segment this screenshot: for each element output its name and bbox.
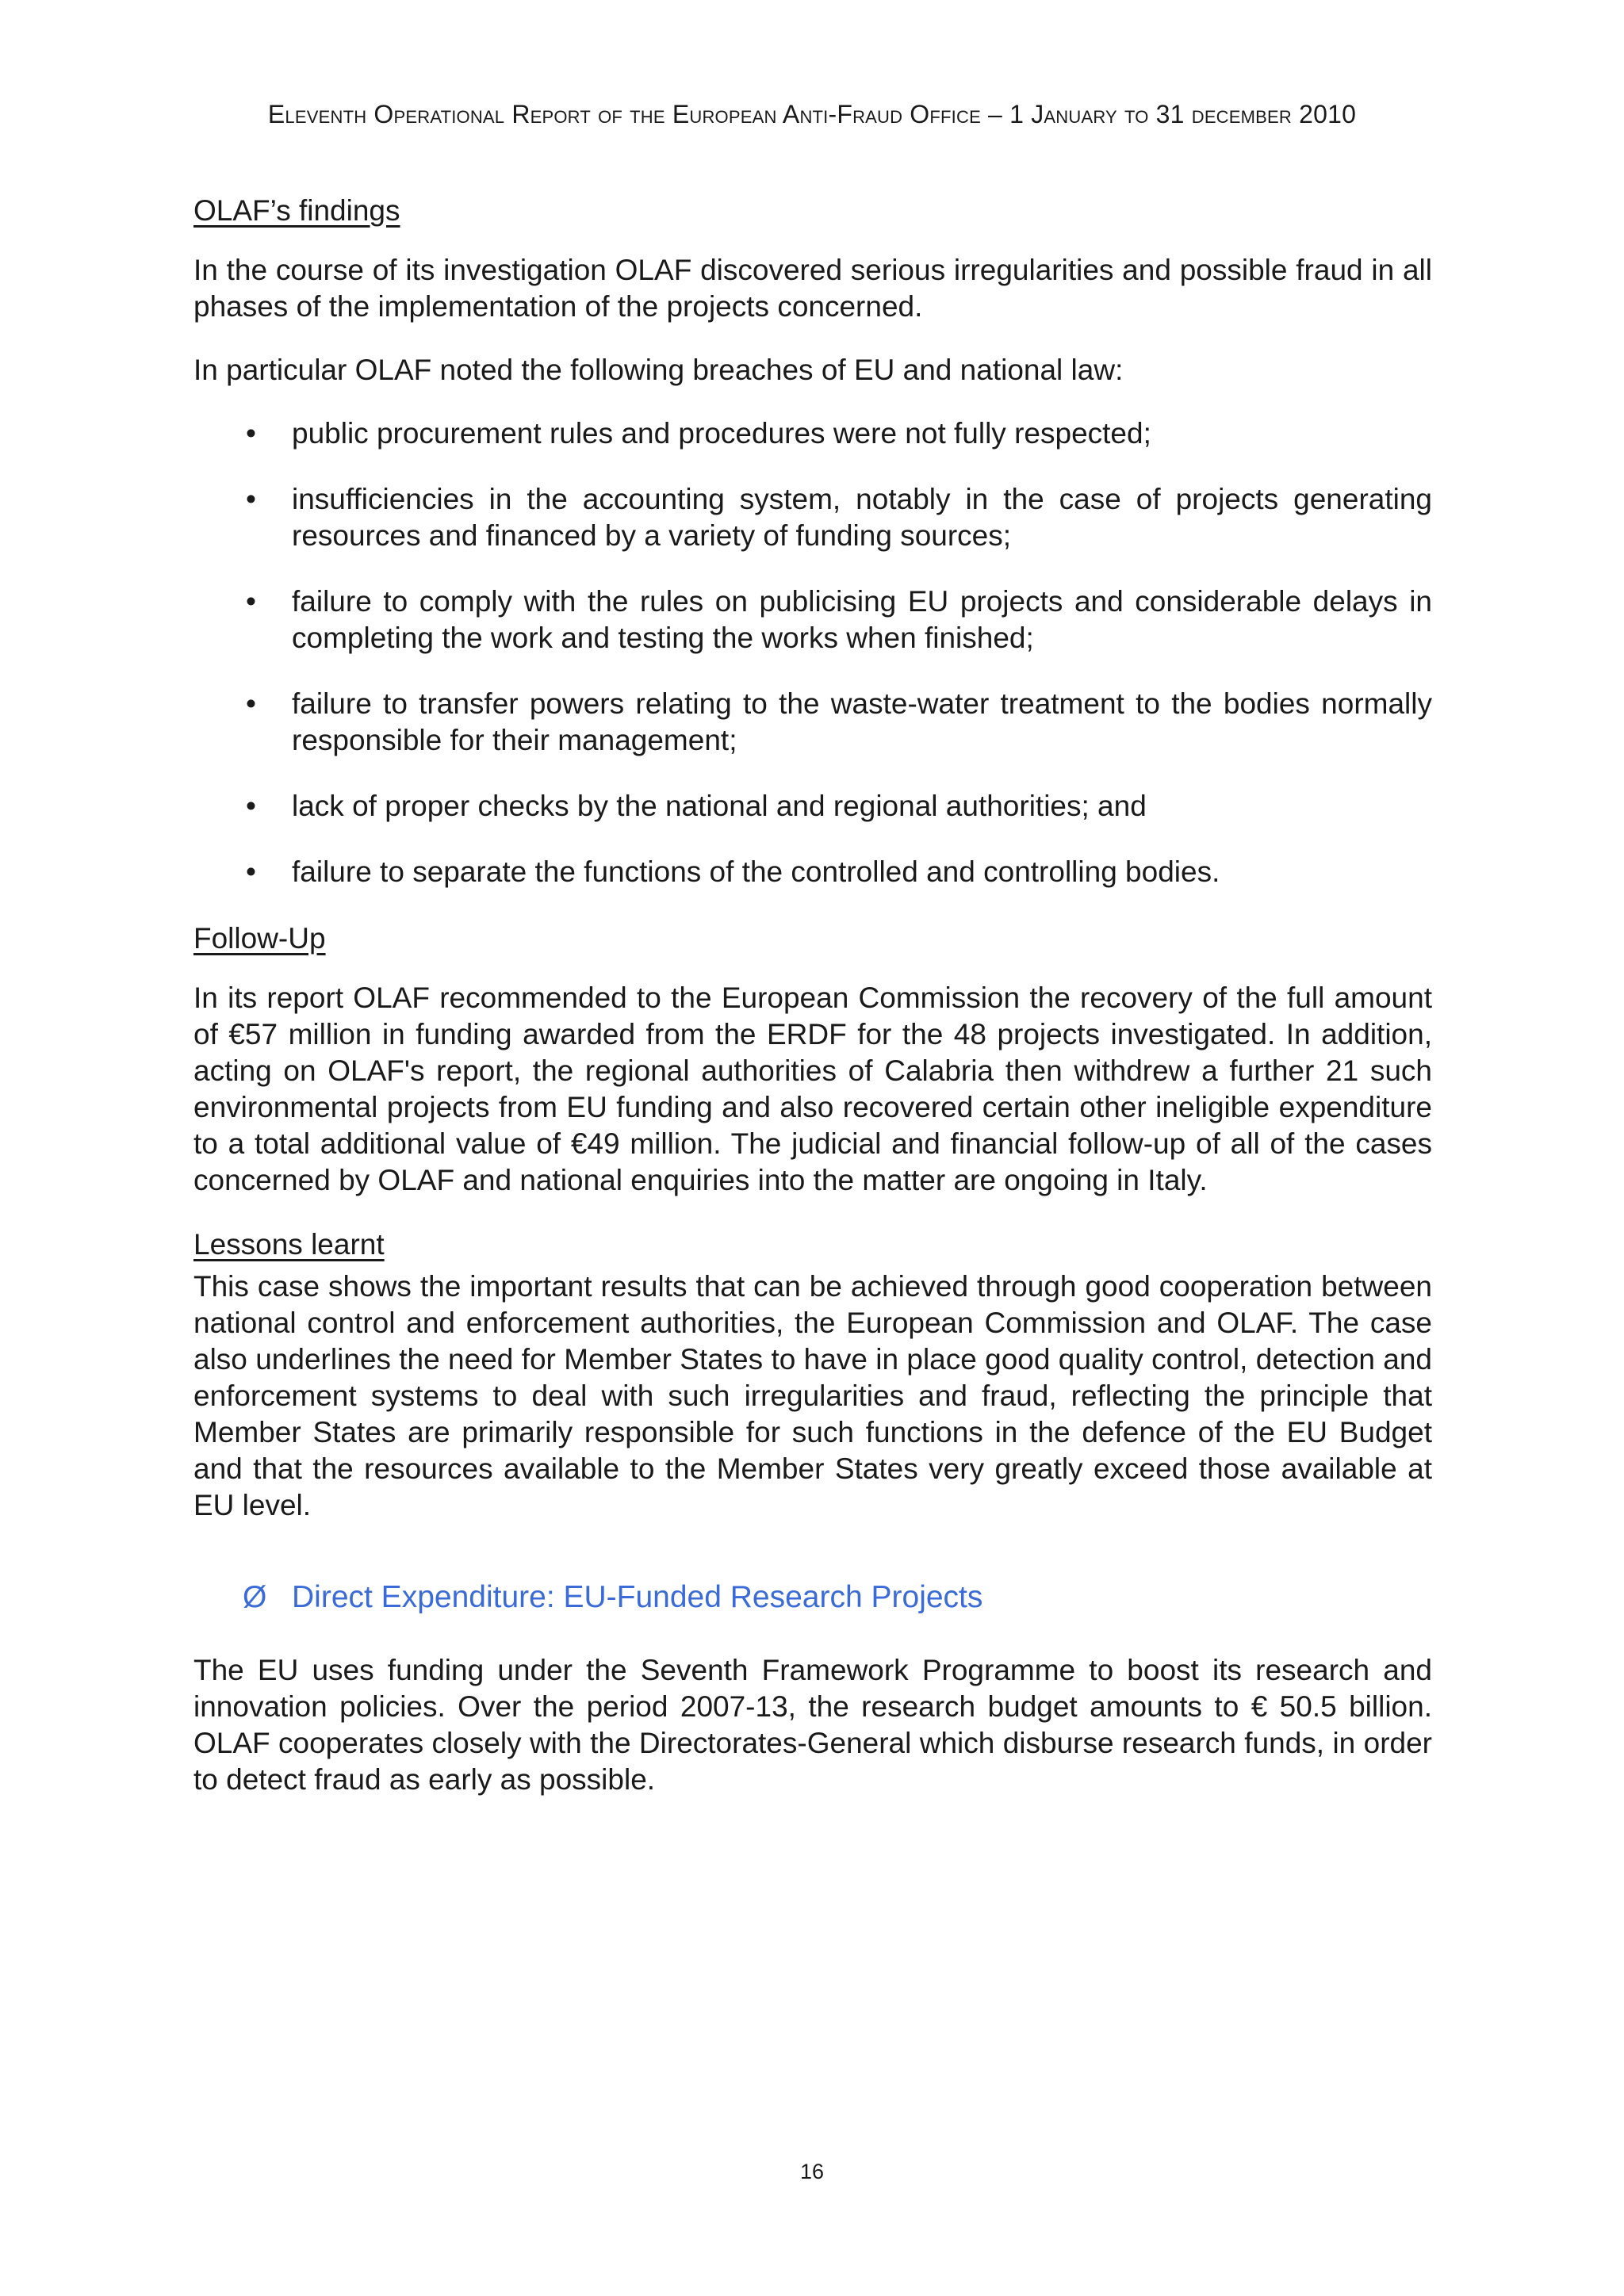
follow-up-paragraph: In its report OLAF recommended to the European Commission the recovery of the full amount of €57 million in funding awarded from the ERDF for the 48 projects investigated. In addition, acting on OLAF's report, the regional authorities of Calabria then withdrew a further 21 such environmental projects from EU funding and also recovered certain other ineligible expenditure to a total additional value of €49 million. The judicial and financial follow-up of all of the cases concerned by OLAF and national enquiries into the matter are ongoing in Italy. <box>193 982 1432 1196</box>
findings-paragraph-2: In particular OLAF noted the following breaches of EU and national law: <box>193 354 1124 386</box>
list-item <box>193 686 1432 759</box>
running-header: Eleventh Operational Report of the European Anti-Fraud Office – 1 January to 31 december 2010 <box>267 100 1357 128</box>
page-number: 16 <box>799 2160 825 2183</box>
bullet-icon: • <box>246 585 256 618</box>
list-item-text: failure to comply with the rules on publicising EU projects and considerable delays in completing the work and testing the works when finished; <box>292 585 1432 654</box>
bullet-icon: • <box>246 417 256 450</box>
bullet-icon: • <box>246 790 256 822</box>
breaches-list <box>193 415 1432 890</box>
findings-paragraph-1: In the course of its investigation OLAF discovered serious irregularities and possible fraud in all phases of the implementation of the projects concerned. <box>193 254 1432 323</box>
lessons-learnt-heading: Lessons learnt <box>193 1228 385 1261</box>
list-item <box>193 481 1432 554</box>
lessons-learnt-paragraph: This case shows the important results that can be achieved through good cooperation between national control and enforcement authorities, the European Commission and OLAF. The case also underlines the need for Member States to have in place good quality control, detection and enforcement systems to deal with such irregularities and fraud, reflecting the principle that Member States are primarily responsible for such functions in the defence of the EU Budget and that the resources available to the Member States very greatly exceed those available at EU level. <box>193 1270 1432 1521</box>
bullet-icon: • <box>246 483 256 515</box>
findings-heading: OLAF’s findings <box>193 194 400 227</box>
list-item <box>193 788 1432 825</box>
list-item-text: public procurement rules and procedures were not fully respected; <box>292 417 1151 450</box>
list-item <box>193 415 1432 452</box>
arrow-bullet-icon: Ø <box>243 1580 267 1614</box>
section-heading-text: Direct Expenditure: EU-Funded Research Projects <box>292 1580 983 1614</box>
list-item-text: failure to separate the functions of the controlled and controlling bodies. <box>292 855 1220 888</box>
direct-expenditure-heading <box>193 1578 1432 1617</box>
list-item <box>193 854 1432 890</box>
list-item-text: failure to transfer powers relating to the waste-water treatment to the bodies normally responsible for their management; <box>292 687 1432 756</box>
follow-up-heading: Follow-Up <box>193 922 326 955</box>
list-item-text: lack of proper checks by the national and regional authorities; and <box>292 790 1147 822</box>
page-content <box>193 192 1432 1825</box>
bullet-icon: • <box>246 855 256 888</box>
direct-expenditure-paragraph: The EU uses funding under the Seventh Framework Programme to boost its research and innovation policies. Over the period 2007-13, the research budget amounts to € 50.5 billion. OLAF cooperates closely with the Directorates-General which disburse research funds, in order to detect fraud as early as possible. <box>193 1654 1432 1796</box>
list-item-text: insufficiencies in the accounting system, notably in the case of projects generating resources and financed by a variety of funding sources; <box>292 483 1432 552</box>
bullet-icon: • <box>246 687 256 720</box>
list-item <box>193 584 1432 656</box>
